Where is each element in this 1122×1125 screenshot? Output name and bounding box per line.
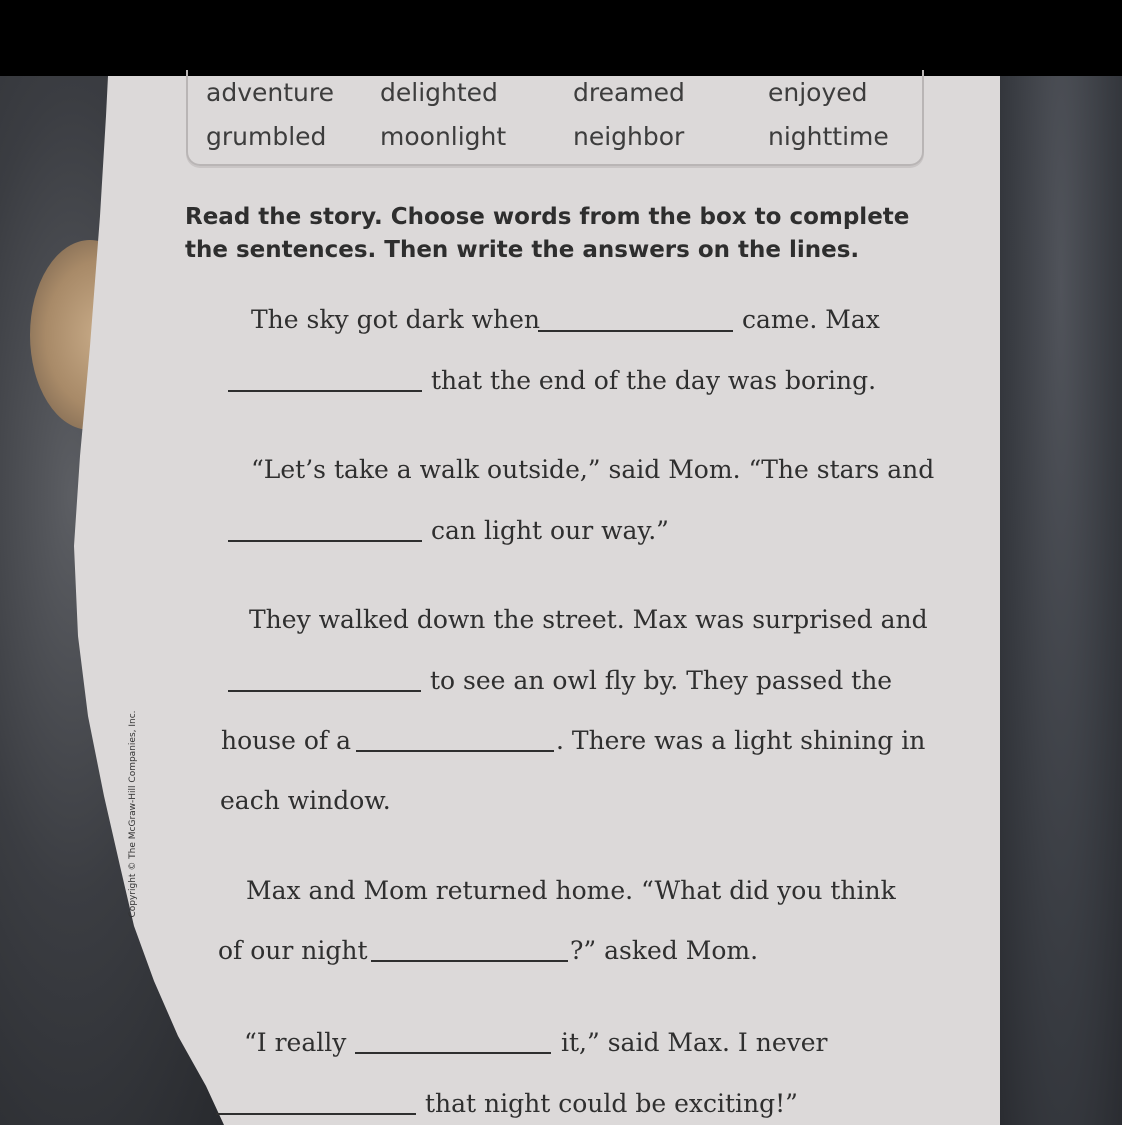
- story-line: it,” said Max. I never: [561, 1028, 828, 1057]
- word-box-item: dreamed: [573, 78, 685, 107]
- answer-blank[interactable]: [228, 540, 422, 542]
- answer-blank[interactable]: [356, 750, 554, 752]
- story-line: Max and Mom returned home. “What did you think: [246, 876, 896, 905]
- story-line: can light our way.”: [431, 516, 669, 545]
- story-line: The sky got dark when: [251, 305, 540, 334]
- story-line: to see an owl fly by. They passed the: [430, 666, 893, 695]
- story-line: They walked down the street. Max was surprised and: [249, 605, 928, 634]
- answer-blank[interactable]: [355, 1052, 551, 1054]
- word-box-item: nighttime: [768, 122, 889, 151]
- story-line: ?” asked Mom.: [570, 936, 759, 965]
- story-line: that the end of the day was boring.: [431, 366, 877, 395]
- background-right: [1000, 76, 1122, 1125]
- word-box-item: moonlight: [380, 122, 507, 151]
- story-line: “I really: [244, 1028, 347, 1057]
- story-line: . There was a light shining in: [556, 726, 926, 755]
- story-line: of our night: [218, 936, 368, 965]
- answer-blank[interactable]: [228, 690, 421, 692]
- word-box-item: adventure: [206, 78, 334, 107]
- answer-blank[interactable]: [228, 390, 422, 392]
- answer-blank[interactable]: [538, 330, 733, 332]
- story-line: each window.: [220, 786, 391, 815]
- word-box-item: delighted: [380, 78, 498, 107]
- answer-blank[interactable]: [371, 960, 568, 962]
- copyright-notice: Copyright © The McGraw-Hill Companies, Inc.: [128, 710, 138, 918]
- word-box-item: neighbor: [573, 122, 685, 151]
- word-box-item: enjoyed: [768, 78, 868, 107]
- story-line: “Let’s take a walk outside,” said Mom. “The stars and: [251, 455, 935, 484]
- story-line: house of a: [221, 726, 351, 755]
- word-box-item: grumbled: [206, 122, 327, 151]
- instructions: Read the story. Choose words from the box to complete the sentences. Then write the answers on the lines.: [185, 204, 910, 263]
- story-line: that night could be exciting!”: [425, 1089, 798, 1118]
- story-line: came. Max: [742, 305, 880, 334]
- answer-blank[interactable]: [216, 1113, 416, 1115]
